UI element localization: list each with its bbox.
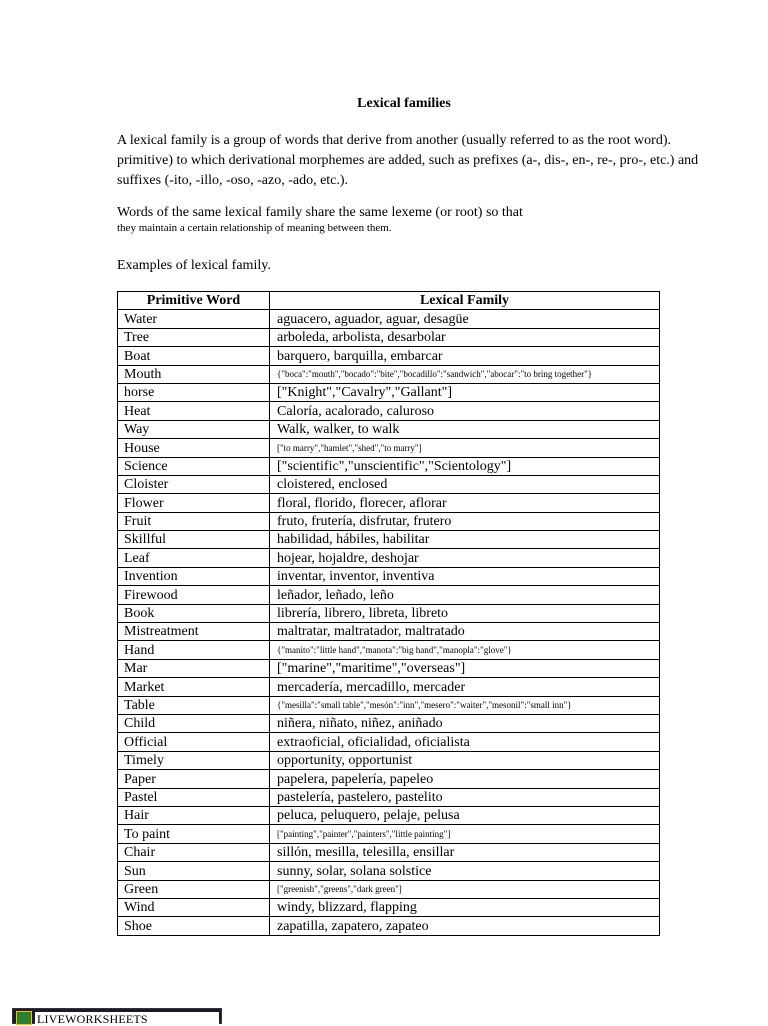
table-row bbox=[118, 623, 660, 641]
table-row bbox=[118, 347, 660, 365]
table-row bbox=[118, 531, 660, 549]
primitive-word-cell: Invention bbox=[118, 567, 270, 585]
lexical-family-cell: ["painting","painter","painters","little painting"] bbox=[270, 825, 660, 843]
lexical-family-cell: peluca, peluquero, pelaje, pelusa bbox=[270, 806, 660, 824]
primitive-word-cell: Heat bbox=[118, 402, 270, 420]
table-row bbox=[118, 494, 660, 512]
badge-label: LIVEWORKSHEETS bbox=[37, 1012, 148, 1026]
examples-heading: Examples of lexical family. bbox=[117, 258, 271, 273]
primitive-word-cell: Paper bbox=[118, 770, 270, 788]
table-row bbox=[118, 365, 660, 383]
table-row bbox=[118, 862, 660, 880]
lexical-family-cell: Walk, walker, to walk bbox=[270, 420, 660, 438]
table-row bbox=[118, 420, 660, 438]
primitive-word-cell: Firewood bbox=[118, 586, 270, 604]
table-row bbox=[118, 604, 660, 622]
table-row bbox=[118, 457, 660, 475]
lexical-family-cell: windy, blizzard, flapping bbox=[270, 898, 660, 916]
lexical-family-cell: cloistered, enclosed bbox=[270, 475, 660, 493]
column-header-lexical-family: Lexical Family bbox=[270, 292, 660, 310]
primitive-word-cell: House bbox=[118, 439, 270, 457]
table-row bbox=[118, 696, 660, 714]
table-row bbox=[118, 843, 660, 861]
primitive-word-cell: Green bbox=[118, 880, 270, 898]
table-row bbox=[118, 751, 660, 769]
primitive-word-cell: Hand bbox=[118, 641, 270, 659]
table-row bbox=[118, 439, 660, 457]
primitive-word-cell: Child bbox=[118, 714, 270, 732]
lexical-family-cell: {"manito":"little hand","manota":"big hand","manopla":"glove"} bbox=[270, 641, 660, 659]
table-row bbox=[118, 310, 660, 328]
table-row bbox=[118, 806, 660, 824]
table-row bbox=[118, 770, 660, 788]
primitive-word-cell: Market bbox=[118, 678, 270, 696]
table-row bbox=[118, 567, 660, 585]
lexical-family-table bbox=[117, 291, 660, 936]
lexical-family-cell: {"boca":"mouth","bocado":"bite","bocadillo":"sandwich","abocar":"to bring together"} bbox=[270, 365, 660, 383]
primitive-word-cell: Flower bbox=[118, 494, 270, 512]
table-row bbox=[118, 383, 660, 401]
lexical-family-cell: ["to marry","hamlet","shed","to marry"] bbox=[270, 439, 660, 457]
primitive-word-cell: Timely bbox=[118, 751, 270, 769]
table-row bbox=[118, 659, 660, 677]
lexical-family-cell: ["marine","maritime","overseas"] bbox=[270, 659, 660, 677]
primitive-word-cell: To paint bbox=[118, 825, 270, 843]
primitive-word-cell: Wind bbox=[118, 898, 270, 916]
primitive-word-cell: Chair bbox=[118, 843, 270, 861]
primitive-word-cell: Shoe bbox=[118, 917, 270, 935]
table-row bbox=[118, 788, 660, 806]
table-row bbox=[118, 825, 660, 843]
lexical-family-cell: barquero, barquilla, embarcar bbox=[270, 347, 660, 365]
table-row bbox=[118, 641, 660, 659]
lexical-family-cell: librería, librero, libreta, libreto bbox=[270, 604, 660, 622]
primitive-word-cell: Fruit bbox=[118, 512, 270, 530]
lexical-family-cell: extraoficial, oficialidad, oficialista bbox=[270, 733, 660, 751]
lexical-family-cell: mercadería, mercadillo, mercader bbox=[270, 678, 660, 696]
lexical-family-cell: opportunity, opportunist bbox=[270, 751, 660, 769]
table-row bbox=[118, 512, 660, 530]
lexical-family-cell: habilidad, hábiles, habilitar bbox=[270, 531, 660, 549]
table-row bbox=[118, 475, 660, 493]
lexical-family-cell: niñera, niñato, niñez, aniñado bbox=[270, 714, 660, 732]
lexical-family-cell: arboleda, arbolista, desarbolar bbox=[270, 328, 660, 346]
lexical-family-cell: inventar, inventor, inventiva bbox=[270, 567, 660, 585]
primitive-word-cell: Science bbox=[118, 457, 270, 475]
lexical-family-cell: Caloría, acalorado, caluroso bbox=[270, 402, 660, 420]
primitive-word-cell: Boat bbox=[118, 347, 270, 365]
lexical-family-cell: hojear, hojaldre, deshojar bbox=[270, 549, 660, 567]
liveworksheets-badge[interactable] bbox=[12, 1008, 222, 1024]
primitive-word-cell: Water bbox=[118, 310, 270, 328]
primitive-word-cell: Official bbox=[118, 733, 270, 751]
primitive-word-cell: Way bbox=[118, 420, 270, 438]
primitive-word-cell: Table bbox=[118, 696, 270, 714]
primitive-word-cell: Skillful bbox=[118, 531, 270, 549]
primitive-word-cell: Tree bbox=[118, 328, 270, 346]
table-body bbox=[118, 310, 660, 935]
table-row bbox=[118, 733, 660, 751]
table-row bbox=[118, 898, 660, 916]
primitive-word-cell: Leaf bbox=[118, 549, 270, 567]
primitive-word-cell: Book bbox=[118, 604, 270, 622]
primitive-word-cell: Pastel bbox=[118, 788, 270, 806]
table-row bbox=[118, 880, 660, 898]
table-row bbox=[118, 586, 660, 604]
lexeme-paragraph-line-2: they maintain a certain relationship of meaning between them. bbox=[117, 222, 392, 234]
lexical-family-cell: zapatilla, zapatero, zapateo bbox=[270, 917, 660, 935]
page-title: Lexical families bbox=[357, 96, 451, 111]
lexical-family-cell: ["greenish","greens","dark green"] bbox=[270, 880, 660, 898]
lexical-family-cell: maltratar, maltratador, maltratado bbox=[270, 623, 660, 641]
primitive-word-cell: Mar bbox=[118, 659, 270, 677]
table-row bbox=[118, 917, 660, 935]
table-row bbox=[118, 678, 660, 696]
primitive-word-cell: Cloister bbox=[118, 475, 270, 493]
lexical-family-cell: pastelería, pastelero, pastelito bbox=[270, 788, 660, 806]
lexical-family-cell: papelera, papelería, papeleo bbox=[270, 770, 660, 788]
table-row bbox=[118, 714, 660, 732]
column-header-primitive-word: Primitive Word bbox=[118, 292, 270, 310]
table-row bbox=[118, 328, 660, 346]
definition-paragraph: A lexical family is a group of words that derive from another (usually referred to as the root word). primitive) to which derivational morphemes are added, such as prefixes (a-, dis-, en-, re-, pro-, etc.) and suffixes (-ito, -illo, -oso, -azo, -ado, etc.). bbox=[117, 133, 699, 188]
lexical-family-cell: floral, florido, florecer, aflorar bbox=[270, 494, 660, 512]
primitive-word-cell: Sun bbox=[118, 862, 270, 880]
table-header-row bbox=[118, 292, 660, 310]
lexical-family-cell: sunny, solar, solana solstice bbox=[270, 862, 660, 880]
lexical-family-cell: {"mesilla":"small table","mesón":"inn","mesero":"waiter","mesonil":"small inn"} bbox=[270, 696, 660, 714]
lexical-family-cell: sillón, mesilla, telesilla, ensillar bbox=[270, 843, 660, 861]
liveworksheets-logo-icon bbox=[16, 1011, 32, 1025]
primitive-word-cell: Mouth bbox=[118, 365, 270, 383]
lexeme-paragraph-line-1: Words of the same lexical family share the same lexeme (or root) so that bbox=[117, 205, 523, 220]
primitive-word-cell: horse bbox=[118, 383, 270, 401]
table-row bbox=[118, 402, 660, 420]
lexical-family-cell: leñador, leñado, leño bbox=[270, 586, 660, 604]
lexical-family-cell: ["scientific","unscientific","Scientology"] bbox=[270, 457, 660, 475]
lexical-family-cell: fruto, frutería, disfrutar, frutero bbox=[270, 512, 660, 530]
primitive-word-cell: Hair bbox=[118, 806, 270, 824]
primitive-word-cell: Mistreatment bbox=[118, 623, 270, 641]
lexical-family-cell: aguacero, aguador, aguar, desagüe bbox=[270, 310, 660, 328]
lexical-family-cell: ["Knight","Cavalry","Gallant"] bbox=[270, 383, 660, 401]
table-row bbox=[118, 549, 660, 567]
